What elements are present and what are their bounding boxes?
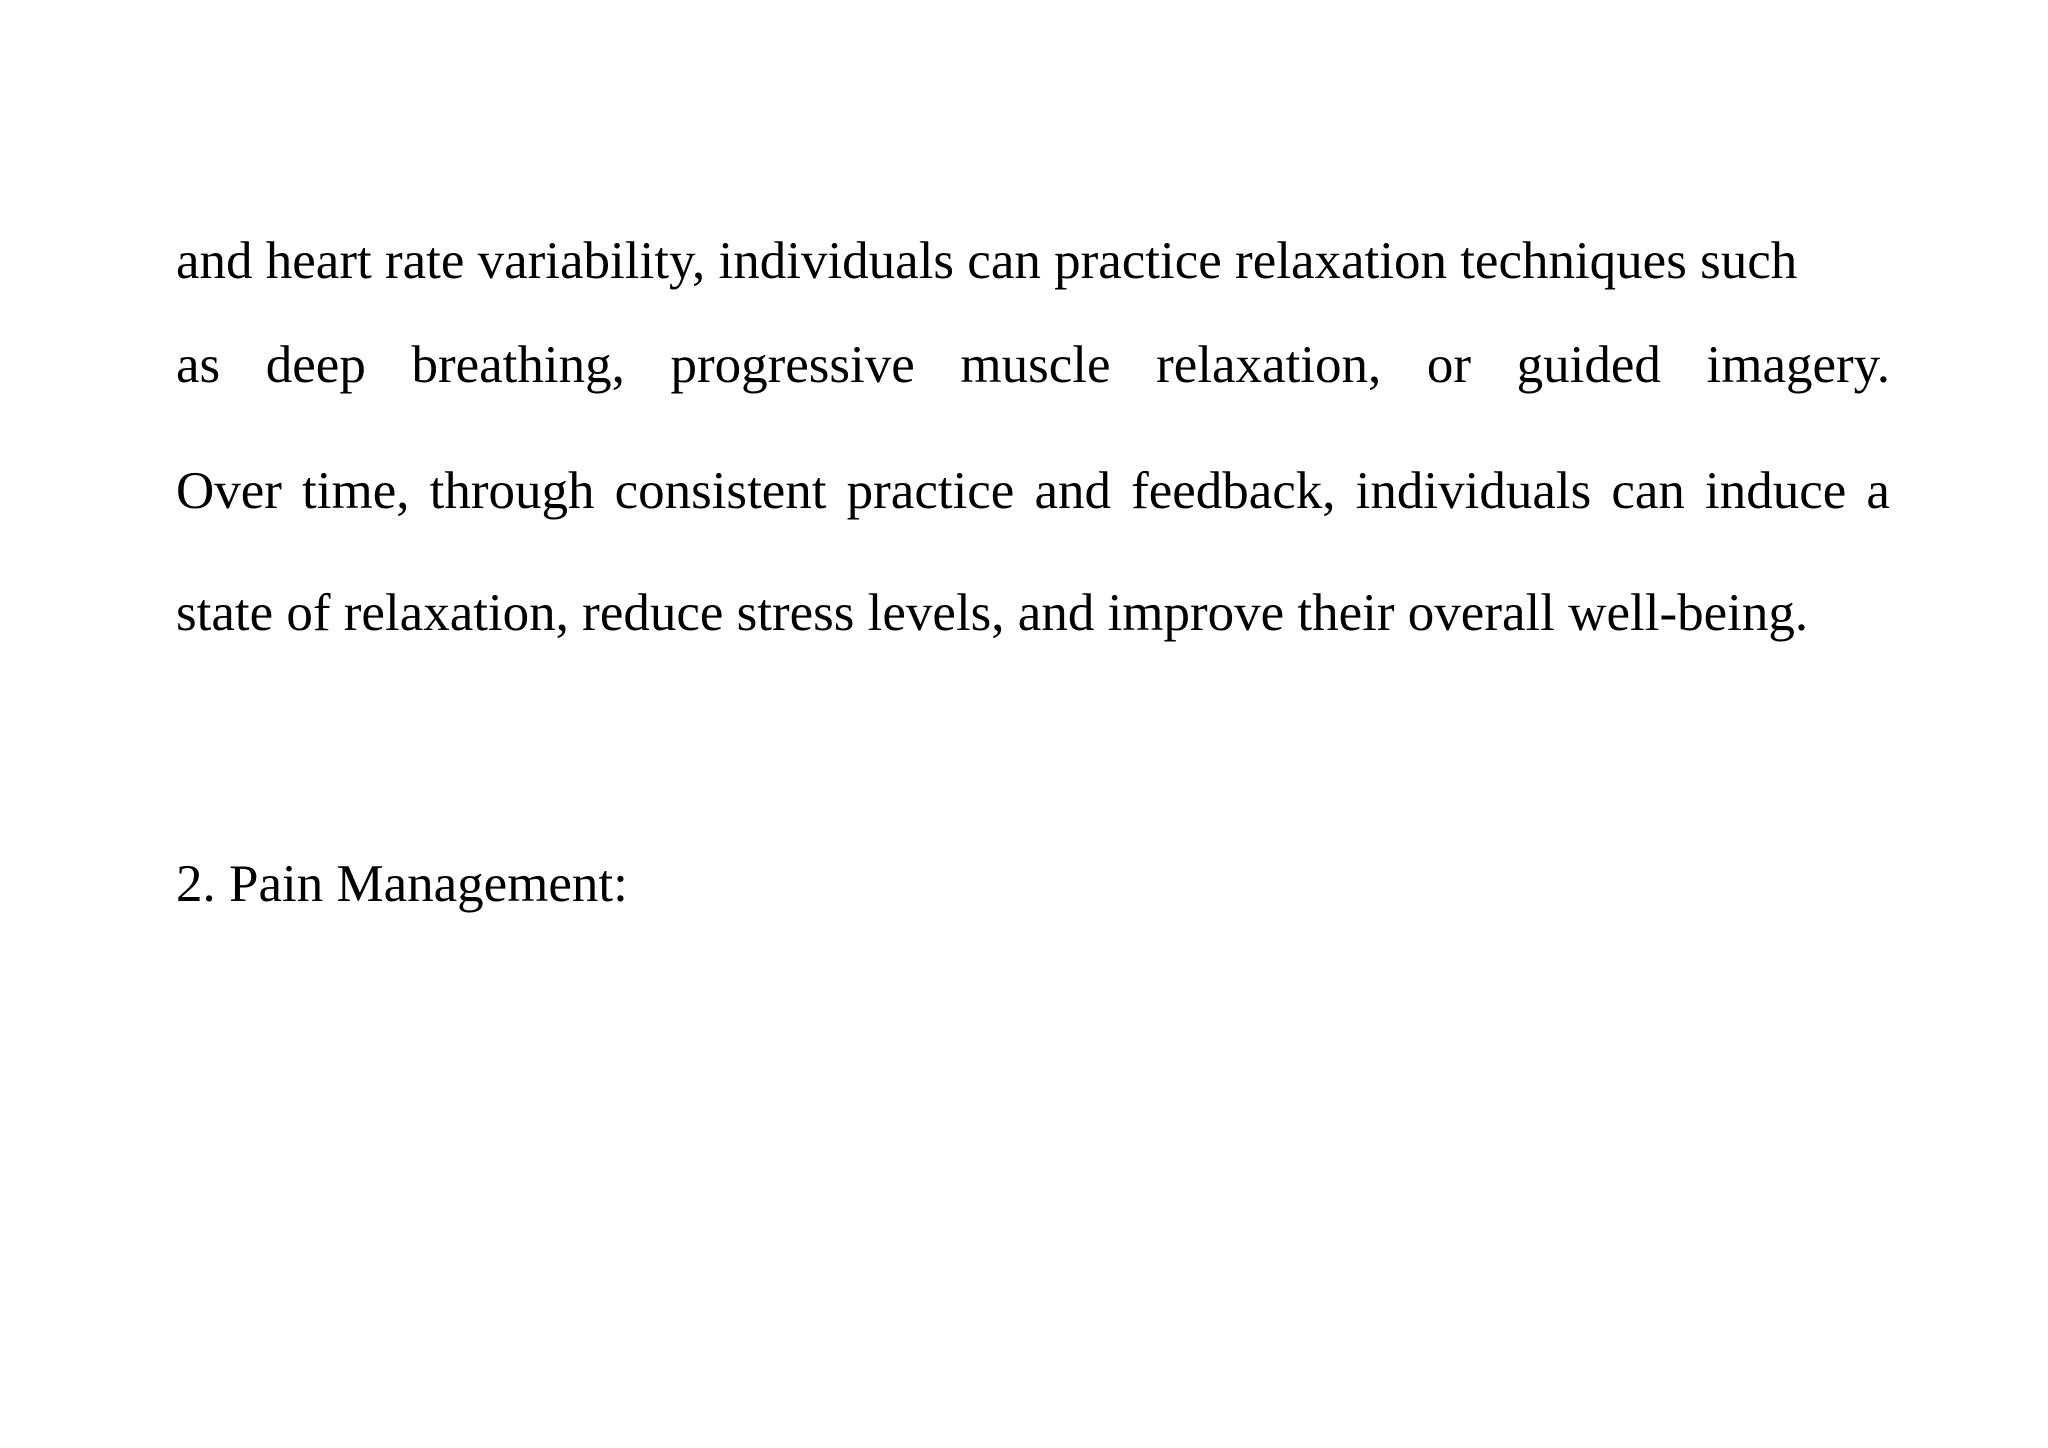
word: Over <box>176 462 282 520</box>
word: and <box>1034 462 1111 520</box>
section-heading: 2. Pain Management: <box>176 855 628 913</box>
word: as <box>176 336 221 394</box>
word: time, <box>302 462 410 520</box>
word: feedback, <box>1131 462 1336 520</box>
word: guided <box>1516 336 1661 394</box>
word: progressive <box>670 336 915 394</box>
word: deep <box>265 336 366 394</box>
word: a <box>1866 462 1890 520</box>
paragraph-line-4: state of relaxation, reduce stress levels, and improve their overall well-being. <box>176 584 1809 642</box>
word: breathing, <box>411 336 625 394</box>
word: relaxation, <box>1156 336 1382 394</box>
word: individuals <box>1355 462 1592 520</box>
word: can <box>1611 462 1685 520</box>
word: consistent <box>614 462 827 520</box>
word: induce <box>1704 462 1847 520</box>
word: practice <box>846 462 1015 520</box>
word: muscle <box>960 336 1111 394</box>
word: through <box>429 462 595 520</box>
paragraph-line-1: and heart rate variability, individuals can practice relaxation techniques such <box>176 232 1798 290</box>
paragraph-line-3 <box>176 459 1890 523</box>
word: or <box>1426 336 1472 394</box>
paragraph-line-2 <box>176 333 1890 397</box>
word: imagery. <box>1706 336 1890 394</box>
